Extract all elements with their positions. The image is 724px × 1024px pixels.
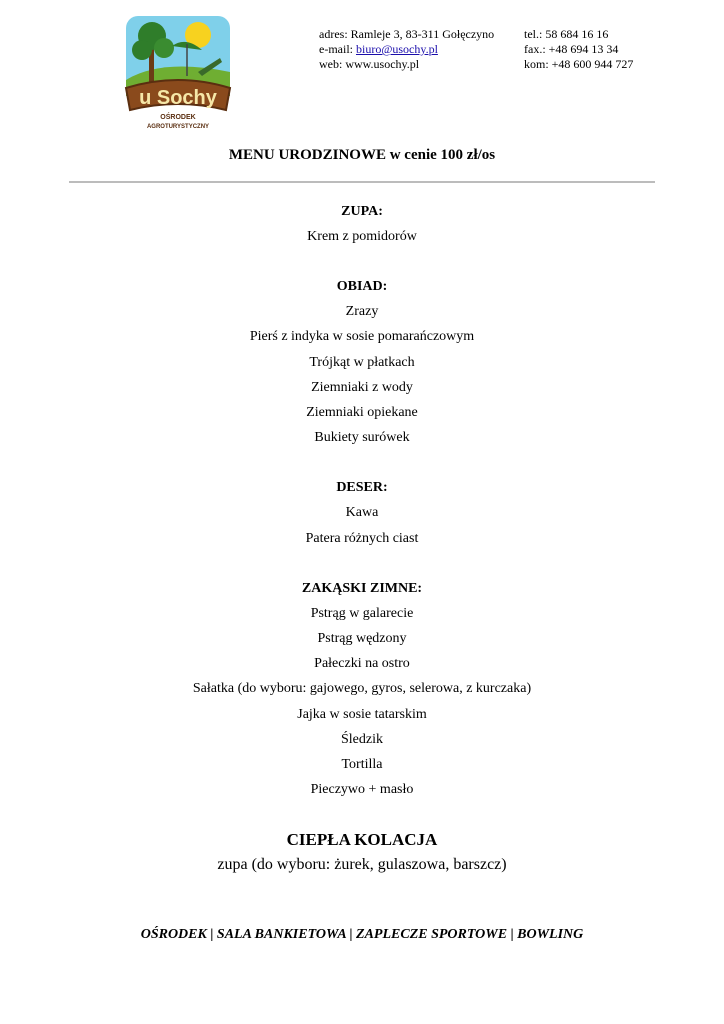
contact-left (319, 27, 494, 72)
section-ciepla-kolacja (0, 827, 724, 877)
menu-item: Ziemniaki z wody (311, 379, 413, 395)
menu-sections (0, 199, 724, 902)
logo-tree-crown-left (132, 40, 152, 60)
section-heading: CIEPŁA KOLACJA (286, 830, 438, 850)
menu-item: Tortilla (341, 757, 383, 773)
menu-item: Zrazy (345, 304, 379, 320)
email-link[interactable]: biuro@usochy.pl (355, 42, 438, 56)
menu-item: Pałeczki na ostro (314, 656, 410, 672)
logo-tree-crown-right (154, 38, 174, 58)
menu-item: Pierś z indyka w sosie pomarańczowym (249, 329, 475, 345)
usochy-logo (112, 6, 244, 138)
menu-item: Jajka w sosie tatarskim (297, 706, 427, 722)
menu-item: zupa (do wyboru: żurek, gulaszowa, barszcz) (217, 856, 507, 874)
menu-item: Trójkąt w płatkach (309, 354, 415, 370)
logo-brand-text: u Sochy (139, 87, 217, 109)
address-line: adres: Ramleje 3, 83-311 Gołęczyno (319, 27, 495, 41)
fax-line: fax.: +48 694 13 34 (524, 42, 619, 56)
section-heading: OBIAD: (336, 279, 388, 295)
menu-item: Pstrąg wędzony (317, 631, 407, 647)
menu-item: Patera różnych ciast (305, 530, 419, 546)
contact-right (524, 27, 633, 72)
email-line (319, 42, 494, 57)
web-line: web: www.usochy.pl (319, 57, 420, 71)
section-heading: ZUPA: (341, 204, 383, 219)
kom-line: kom: +48 600 944 727 (524, 57, 634, 71)
menu-item: Bukiety surówek (314, 430, 410, 446)
menu-item: Ziemniaki opiekane (306, 405, 418, 421)
menu-item: Krem z pomidorów (307, 229, 417, 244)
section-zakaski-zimne (0, 576, 724, 803)
menu-item: Śledzik (341, 731, 383, 747)
section-heading: DESER: (336, 480, 388, 496)
section-heading: ZAKĄSKI ZIMNE: (301, 580, 423, 596)
logo-sub-line2: AGROTURYSTYCZNY (146, 124, 210, 130)
footer-services: OŚRODEK | SALA BANKIETOWA | ZAPLECZE SPORTOWE | BOWLING (140, 927, 584, 942)
tel-line: tel.: 58 684 16 16 (524, 27, 609, 41)
section-deser (0, 475, 724, 550)
menu-item: Pstrąg w galarecie (310, 605, 414, 621)
menu-item: Sałatka (do wyboru: gajowego, gyros, selerowa, z kurczaka) (192, 681, 532, 697)
section-obiad (0, 274, 724, 450)
email-prefix: e-mail: (319, 42, 356, 56)
divider (69, 181, 655, 183)
menu-item: Kawa (345, 505, 379, 521)
logo-sub-line1: OŚRODEK (160, 114, 196, 121)
menu-item: Pieczywo + masło (310, 782, 414, 798)
menu-title: MENU URODZINOWE w cenie 100 zł/os (228, 147, 496, 163)
section-zupa (0, 199, 724, 249)
